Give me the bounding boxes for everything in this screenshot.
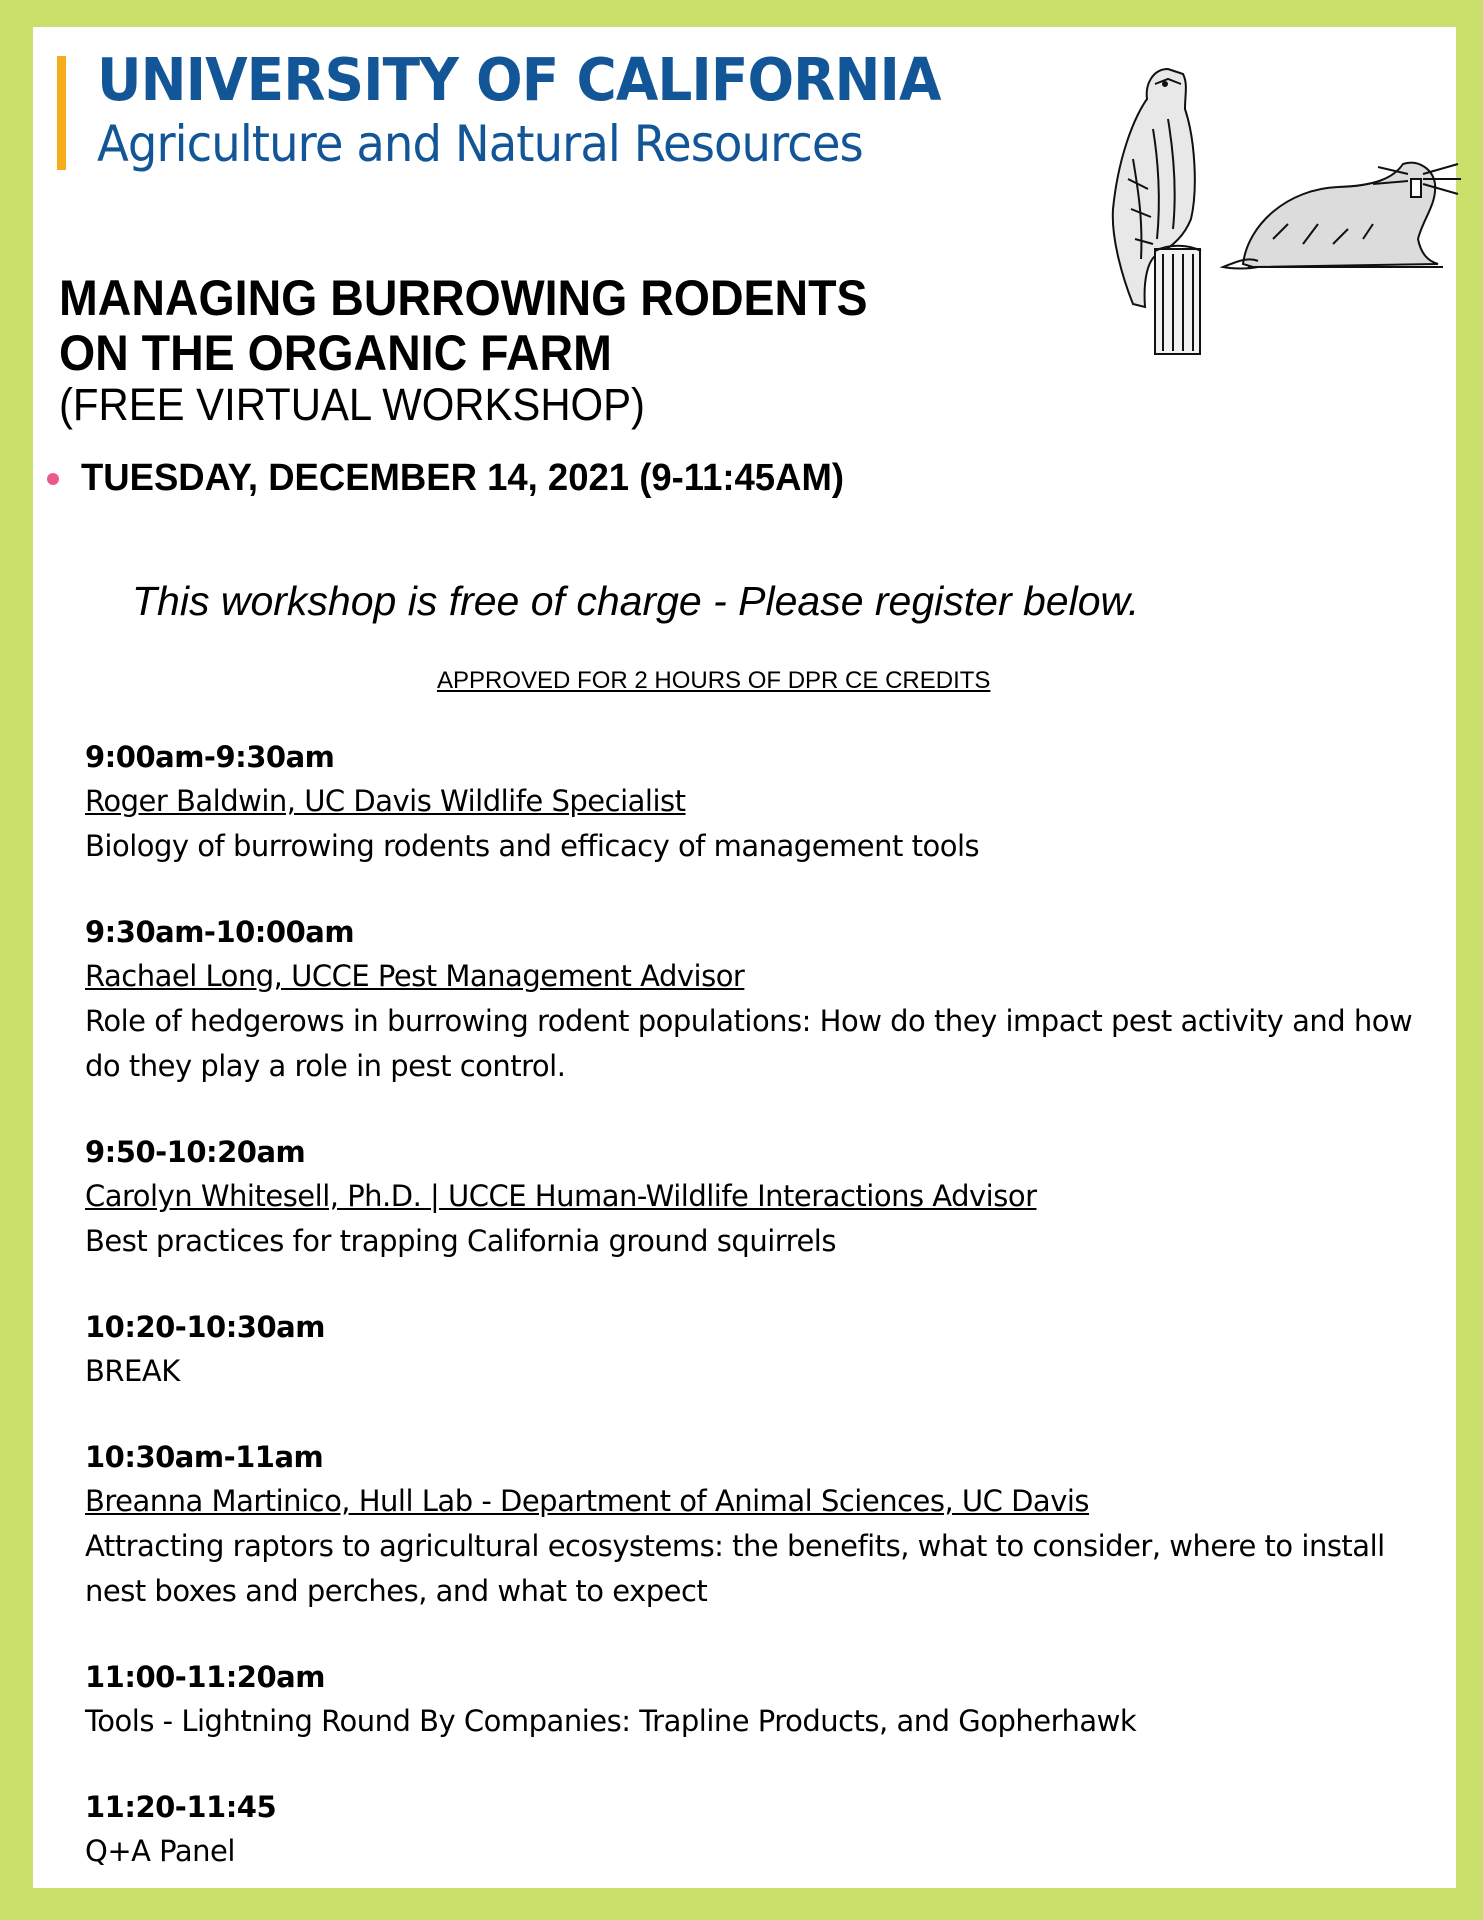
wildlife-illustrations — [1073, 39, 1463, 359]
session-description: BREAK — [85, 1354, 180, 1388]
free-registration-note: This workshop is free of charge - Please register below. — [132, 578, 1140, 624]
schedule — [85, 735, 1445, 1915]
session-description: Best practices for trapping California ground squirrels — [85, 1224, 836, 1258]
session-speaker-link[interactable]: Breanna Martinico, Hull Lab - Department of Animal Sciences, UC Davis — [85, 1484, 1090, 1518]
session-description: Biology of burrowing rodents and efficacy of management tools — [85, 829, 980, 863]
dpr-credits-link[interactable]: APPROVED FOR 2 HOURS OF DPR CE CREDITS — [437, 667, 991, 694]
session-speaker-link[interactable]: Rachael Long, UCCE Pest Management Advisor — [85, 959, 745, 993]
event-subtitle: (FREE VIRTUAL WORKSHOP) — [59, 379, 645, 430]
session-time: 9:30am-10:00am — [85, 915, 355, 949]
org-name: UNIVERSITY OF CALIFORNIA — [97, 45, 941, 114]
session-time: 10:30am-11am — [85, 1440, 324, 1474]
session-time: 10:20-10:30am — [85, 1310, 325, 1344]
session-break — [85, 1305, 1445, 1394]
session-description: Role of hedgerows in burrowing rodent populations: How do they impact pest activity and how do they play a role in pest control. — [85, 1004, 1413, 1083]
event-date-row — [47, 457, 876, 500]
flyer-panel — [33, 27, 1456, 1888]
session-speaker-link[interactable]: Roger Baldwin, UC Davis Wildlife Specialist — [85, 784, 686, 818]
session-1 — [85, 735, 1445, 869]
session-5 — [85, 1435, 1445, 1614]
session-6 — [85, 1655, 1445, 1744]
bullet-icon — [47, 473, 59, 485]
session-2 — [85, 910, 1445, 1089]
session-description: Attracting raptors to agricultural ecosystems: the benefits, what to consider, where to install nest boxes and perches, and what to expect — [85, 1529, 1385, 1608]
session-time: 9:00am-9:30am — [85, 740, 335, 774]
event-date: TUESDAY, DECEMBER 14, 2021 (9-11:45AM) — [81, 457, 844, 499]
session-time: 11:20-11:45 — [85, 1790, 277, 1824]
session-3 — [85, 1130, 1445, 1264]
event-title-line2: ON THE ORGANIC FARM — [59, 325, 612, 381]
session-time: 9:50-10:20am — [85, 1135, 306, 1169]
gopher-illustration — [1223, 163, 1461, 269]
session-description: Tools - Lightning Round By Companies: Trapline Products, and Gopherhawk — [85, 1704, 1137, 1738]
hawk-illustration — [1113, 69, 1201, 354]
logo-accent-bar — [57, 56, 66, 170]
org-division: Agriculture and Natural Resources — [97, 115, 863, 173]
event-title-line1: MANAGING BURROWING RODENTS — [59, 270, 868, 326]
session-description: Q+A Panel — [85, 1834, 235, 1868]
session-speaker-link[interactable]: Carolyn Whitesell, Ph.D. | UCCE Human-Wildlife Interactions Advisor — [85, 1179, 1037, 1213]
session-7 — [85, 1785, 1445, 1874]
session-time: 11:00-11:20am — [85, 1660, 325, 1694]
